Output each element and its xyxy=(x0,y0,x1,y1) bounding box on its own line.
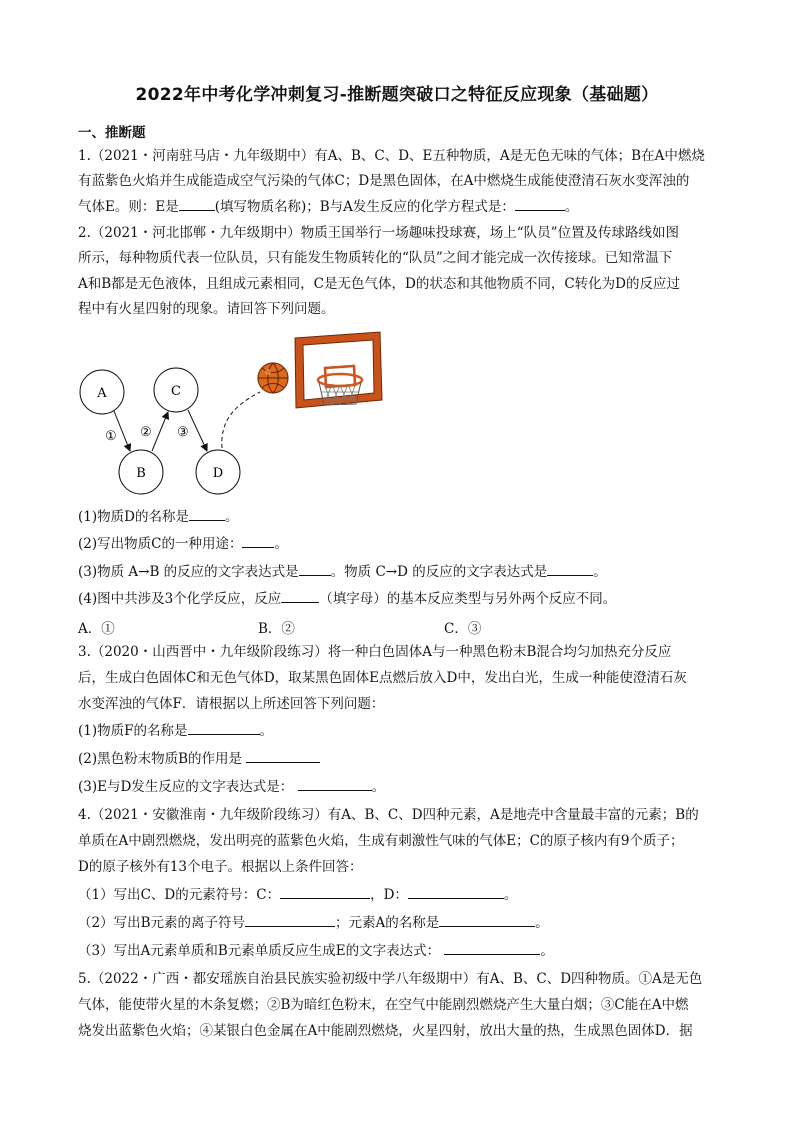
svg-text:C: C xyxy=(171,384,181,399)
q2-blank-a-to-b[interactable] xyxy=(299,563,331,576)
q3-blank-b-role[interactable] xyxy=(246,750,320,763)
option-b[interactable]: B．② xyxy=(258,621,295,637)
q4-blank-c-symbol[interactable] xyxy=(280,886,370,899)
svg-text:B: B xyxy=(136,466,146,481)
q2-sub-3: (3)物质 A→B 的反应的文字表达式是 。物质 C→D 的反应的文字表达式是 。 xyxy=(78,564,607,580)
q2-line-3: A和B都是无色液体，且组成元素相同，C是无色气体，D的状态和其他物质不同，C转化为D的反应过 xyxy=(78,276,680,292)
arrow-label-2: ② xyxy=(140,425,152,440)
q2-blank-c-use[interactable] xyxy=(242,535,274,548)
node-d xyxy=(196,450,240,494)
q4-line-1: 4.（2021・安徽淮南・九年级阶段练习）有A、B、C、D四种元素，A是地壳中含量最丰富的元素；B的 xyxy=(78,807,699,823)
q4-blank-b-ion[interactable] xyxy=(245,914,335,927)
q4-sub-2: （2）写出B元素的离子符号 ；元素A的名称是 。 xyxy=(78,915,549,931)
q4-line-3: D的原子核外有13个电子。根据以上条件回答： xyxy=(78,859,363,875)
q1-text-a: 气体E。则：E是 xyxy=(78,199,179,215)
q3-sub-1: (1)物质F的名称是 。 xyxy=(78,723,273,739)
q1-blank-e[interactable] xyxy=(179,198,215,211)
node-a xyxy=(80,370,124,414)
q5-line-3: 烧发出蓝紫色火焰；④某银白色金属在A中能剧烈燃烧，火星四射，放出大量的热，生成黑色固体D．据 xyxy=(78,1023,693,1039)
q5-line-1: 5.（2022・广西・都安瑶族自治县民族实验初级中学八年级期中）有A、B、C、D四种物质。①A是无色 xyxy=(78,971,703,987)
svg-text:A: A xyxy=(97,386,107,401)
q2-line-4: 程中有火星四射的现象。请回答下列问题。 xyxy=(78,301,335,317)
q2-sub-4: (4)图中共涉及3个化学反应，反应 （填字母）的基本反应类型与另外两个反应不同。 xyxy=(78,591,617,607)
q2-sub-1: (1)物质D的名称是 。 xyxy=(78,509,239,525)
q3-blank-f[interactable] xyxy=(188,722,260,735)
q1-text-b: (填写物质名称)；B与A发生反应的化学方程式是： xyxy=(214,199,515,215)
q1-blank-equation[interactable] xyxy=(515,198,565,211)
basketball-icon xyxy=(258,363,288,393)
q3-sub-2: (2)黑色粉末物质B的作用是 xyxy=(78,750,320,768)
q4-line-2: 单质在A中剧烈燃烧，发出明亮的蓝紫色火焰，生成有刺激性气味的气体E；C的原子核内有9个质子； xyxy=(78,833,684,849)
basketball-hoop-icon xyxy=(295,332,382,408)
q2-sub-2: (2)写出物质C的一种用途： 。 xyxy=(78,536,288,552)
q3-line-2: 后，生成白色固体C和无色气体D，取某黑色固体E点燃后放入D中，发出白光，生成一种能使澄清石灰 xyxy=(78,670,687,686)
q4-blank-a-name[interactable] xyxy=(439,914,535,927)
pass-trajectory xyxy=(222,392,260,448)
q3-line-1: 3.（2020・山西晋中・九年级阶段练习）将一种白色固体A与一种黑色粉末B混合均匀加热充分反应 xyxy=(78,644,672,660)
arrow-label-1: ① xyxy=(105,429,117,444)
q3-blank-e-d[interactable] xyxy=(298,778,372,791)
page-title: 2022年中考化学冲刺复习-推断题突破口之特征反应现象（基础题） xyxy=(135,85,659,105)
q5-line-2: 气体，能使带火星的木条复燃；②B为暗红色粉末，在空气中能剧烈燃烧产生大量白烟；③C能在A中燃 xyxy=(78,997,689,1013)
q1-line-1: 1.（2021・河南驻马店・九年级期中）有A、B、C、D、E五种物质，A是无色无味的气体；B在A中燃烧 xyxy=(78,148,705,164)
q1-line-3: 气体E。则：E是 (填写物质名称)；B与A发生反应的化学方程式是： 。 xyxy=(78,199,579,215)
q1-line-2: 有蓝紫色火焰并生成能造成空气污染的气体C；D是黑色固体，在A中燃烧生成能使澄清石灰水变浑浊的 xyxy=(78,173,690,189)
option-a[interactable]: A．① xyxy=(78,621,115,637)
node-c xyxy=(154,368,198,412)
node-b xyxy=(119,450,163,494)
arrow-c-to-d xyxy=(188,410,207,451)
q4-blank-d-symbol[interactable] xyxy=(408,886,504,899)
q3-line-3: 水变浑浊的气体F．请根据以上所述回答下列问题： xyxy=(78,696,385,712)
q4-sub-1: （1）写出C、D的元素符号：C： ，D： 。 xyxy=(78,887,518,903)
q2-blank-reaction[interactable] xyxy=(281,590,319,603)
q3-sub-3: (3)E与D发生反应的文字表达式是： 。 xyxy=(78,779,386,795)
option-c[interactable]: C．③ xyxy=(444,621,482,637)
arrow-label-3: ③ xyxy=(177,425,189,440)
q2-blank-d-name[interactable] xyxy=(189,508,225,521)
q4-sub-3: （3）写出A元素单质和B元素单质反应生成E的文字表达式： 。 xyxy=(78,943,554,959)
q2-blank-c-to-d[interactable] xyxy=(547,563,593,576)
q4-blank-a-b-reaction[interactable] xyxy=(444,942,540,955)
q2-line-2: 所示，每种物质代表一位队员，只有能发生物质转化的“队员”之间才能完成一次传接球。已知常温下 xyxy=(78,250,673,266)
svg-text:D: D xyxy=(212,466,224,481)
section-heading: 一、推断题 xyxy=(78,125,146,141)
arrow-b-to-c xyxy=(152,412,168,451)
q2-line-1: 2.（2021・河北邯郸・九年级期中）物质王国举行一场趣味投球赛，场上“队员”位置及传球路线如图 xyxy=(78,225,680,241)
ball-passing-diagram xyxy=(70,330,400,500)
